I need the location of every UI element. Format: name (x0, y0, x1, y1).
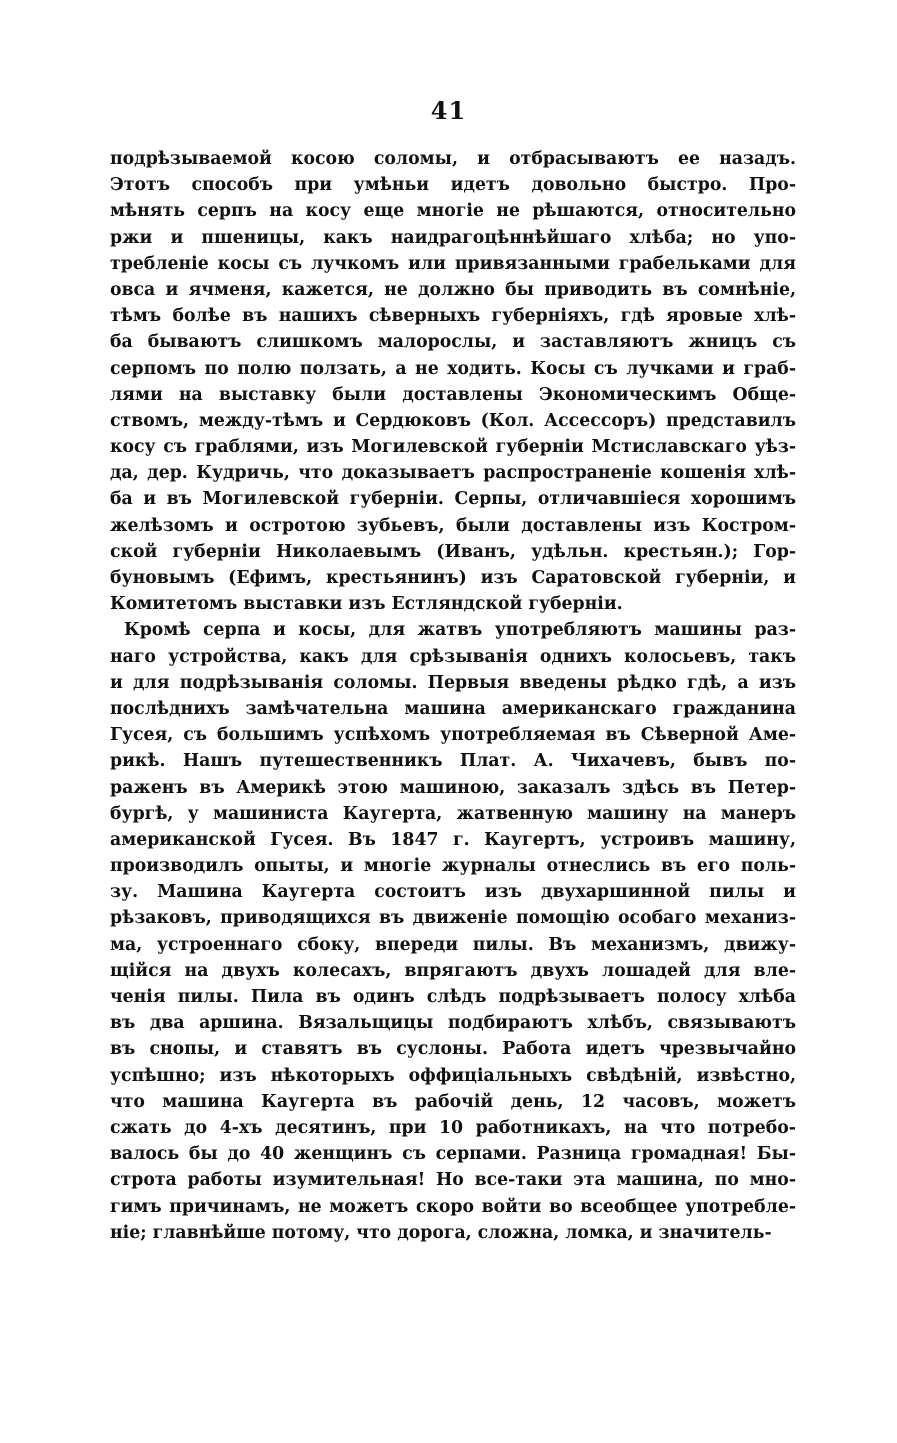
text-line: сжать до 4-хъ десятинъ, при 10 работникахъ, на что потребо- (110, 1117, 796, 1138)
text-line: овса и ячменя, кажется, не должно бы приводить въ сомнѣніе, (110, 279, 796, 300)
text-line: ма, устроеннаго сбоку, впереди пилы. Въ механизмъ, движу- (110, 934, 796, 955)
text-line: ба бываютъ слишкомъ малорослы, и заставляютъ жницъ съ (110, 332, 796, 353)
text-line: мѣнять серпъ на косу еще многіе не рѣшаются, относительно (110, 201, 796, 222)
text-line: буновымъ (Ефимъ, крестьянинъ) изъ Саратовской губерніи, и (110, 568, 796, 588)
text-line: ба и въ Могилевской губерніи. Серпы, отличавшіеся хорошимъ (110, 489, 796, 510)
text-line: ствомъ, между-тѣмъ и Сердюковъ (Кол. Ассессоръ) представилъ (110, 410, 796, 431)
paragraph (110, 617, 796, 1246)
text-line: ской губерніи Николаевымъ (Иванъ, удѣльн. крестьян.); Гор- (110, 541, 796, 562)
text-line: успѣшно; изъ нѣкоторыхъ оффиціальныхъ свѣдѣній, извѣстно, (110, 1065, 796, 1086)
text-line: рикѣ. Нашъ путешественникъ Плат. А. Чихачевъ, бывъ по- (110, 751, 796, 772)
text-line: Этотъ способъ при умѣньи идетъ довольно быстро. Про- (110, 175, 796, 196)
page-number: 41 (430, 96, 467, 125)
text-line: ченія пилы. Пила въ одинъ слѣдъ подрѣзываетъ полосу хлѣба (110, 987, 796, 1007)
text-line: лями на выставку были доставлены Экономическимъ Обще- (110, 384, 796, 405)
text-line: ніе; главнѣйше потому, что дорога, сложна, ломка, и значитель- (110, 1222, 772, 1243)
text-line: валось бы до 40 женщинъ съ серпами. Разница громадная! Бы- (110, 1144, 796, 1165)
text-line: раженъ въ Америкѣ этою машиною, заказалъ здѣсь въ Петер- (110, 777, 796, 798)
text-line: бургѣ, у машиниста Каугерта, жатвенную машину на манеръ (110, 803, 796, 824)
text-line: щійся на двухъ колесахъ, впрягаютъ двухъ лошадей для вле- (110, 960, 796, 981)
text-line: серпомъ по полю ползать, а не ходить. Косы съ лучками и граб- (110, 358, 796, 379)
text-line: да, дер. Кудричь, что доказываетъ распространеніе кошенія хлѣ- (110, 463, 796, 484)
text-line: въ снопы, и ставятъ въ суслоны. Работа идетъ чрезвычайно (110, 1039, 796, 1060)
text-line: подрѣзываемой косою соломы, и отбрасываютъ ее назадъ. (110, 149, 796, 169)
text-line: Комитетомъ выставки изъ Естляндской губерніи. (110, 594, 623, 615)
text-line: косу съ граблями, изъ Могилевской губерніи Мстиславскаго уѣз- (110, 437, 796, 458)
text-line: наго устройства, какъ для срѣзыванія однихъ колосьевъ, такъ (110, 646, 796, 667)
text-line: послѣднихъ замѣчательна машина американскаго гражданина (110, 698, 796, 719)
text-line: производилъ опыты, и многіе журналы отнеслись въ его поль- (110, 856, 796, 877)
text-line: рѣзаковъ, приводящихся въ движеніе помощію особаго механиз- (110, 908, 796, 929)
text-line: ржи и пшеницы, какъ наидрагоцѣннѣйшаго хлѣба; но упо- (110, 227, 796, 248)
text-line: американской Гусея. Въ 1847 г. Каугертъ, устроивъ машину, (110, 829, 796, 850)
text-line: Кромѣ серпа и косы, для жатвъ употребляютъ машины раз- (124, 620, 796, 641)
text-line: въ два аршина. Вязальщицы подбираютъ хлѣбъ, связываютъ (110, 1013, 796, 1034)
paragraph (110, 146, 796, 617)
text-line: зу. Машина Каугерта состоитъ изъ двухаршинной пилы и (110, 882, 796, 903)
text-line: желѣзомъ и остротою зубьевъ, были доставлены изъ Костром- (110, 515, 796, 536)
text-line: тѣмъ болѣе въ нашихъ сѣверныхъ губерніяхъ, гдѣ яровые хлѣ- (110, 306, 796, 327)
text-line: Гусея, съ большимъ успѣхомъ употребляемая въ Сѣверной Аме- (110, 725, 796, 746)
body-text (110, 146, 796, 1246)
text-line: требленіе косы съ лучкомъ или привязанными грабельками для (110, 253, 796, 274)
text-line: что машина Каугерта въ рабочій день, 12 часовъ, можетъ (110, 1091, 796, 1112)
text-line: гимъ причинамъ, не можетъ скоро войти во всеобщее употребле- (110, 1196, 796, 1217)
text-line: строта работы изумительная! Но все-таки эта машина, по мно- (110, 1170, 796, 1191)
text-line: и для подрѣзыванія соломы. Первыя введены рѣдко гдѣ, а изъ (110, 672, 796, 693)
